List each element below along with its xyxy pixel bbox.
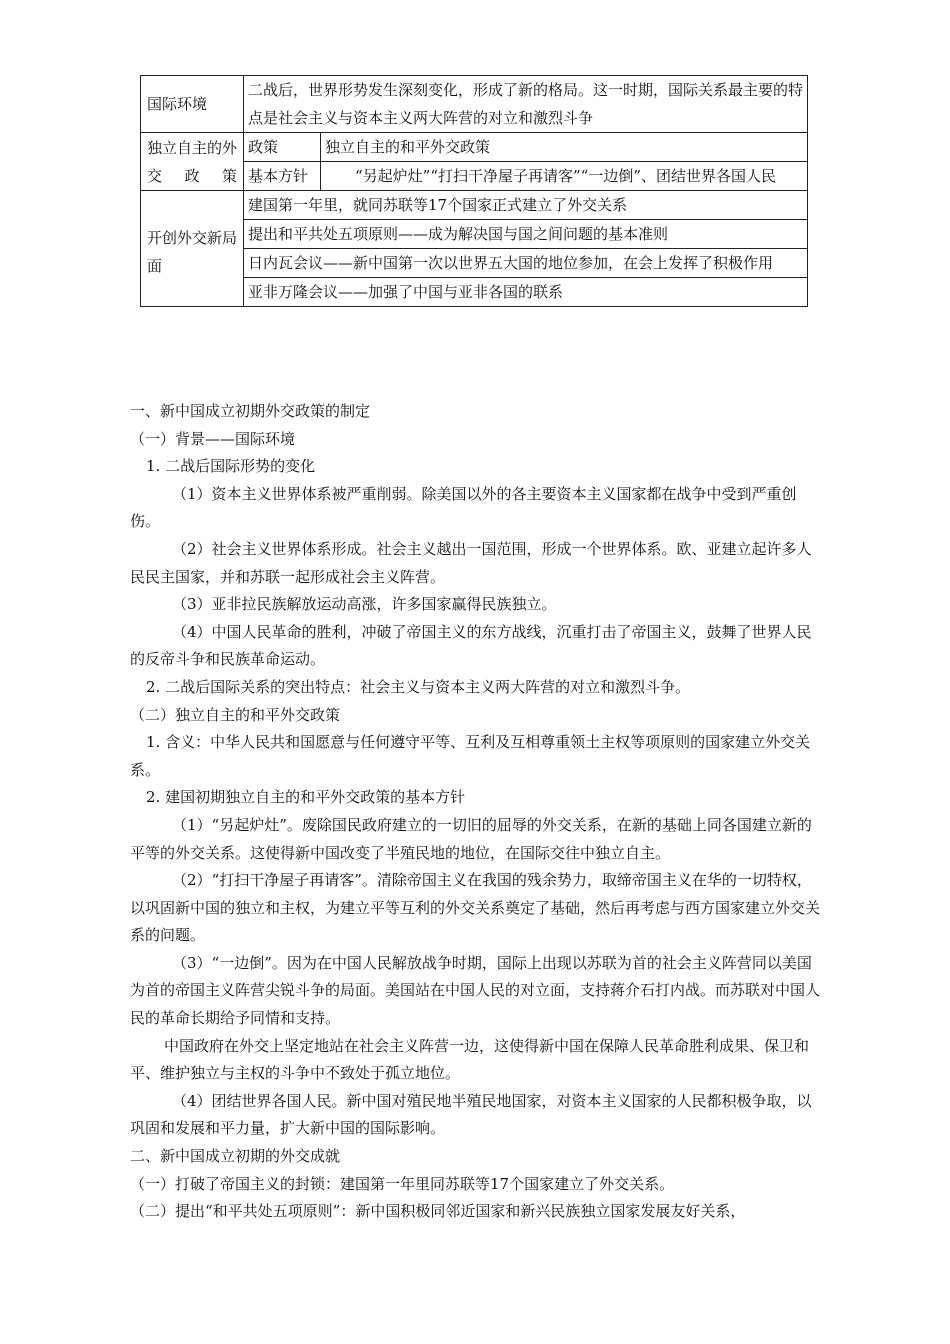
- section-heading: 一、新中国成立初期外交政策的制定: [130, 402, 371, 420]
- table-row-new-diplomacy-1: [141, 191, 808, 220]
- paragraph: 中国政府在外交上坚定地站在社会主义阵营一边，这使得新中国在保障人民革命胜利成果、保卫和平、维护独立与主权的斗争中不致处于孤立地位。: [130, 1036, 810, 1083]
- document-body: [130, 398, 820, 1226]
- cell-new-diplomacy-item: 建国第一年里，就同苏联等17个国家正式建立了外交关系: [244, 191, 808, 220]
- cell-guidelines-label: 基本方针: [244, 162, 321, 191]
- paragraph: （1）资本主义世界体系被严重削弱。除美国以外的各主要资本主义国家都在战争中受到严重创伤。: [130, 484, 797, 531]
- cell-new-diplomacy-item: 提出和平共处五项原则——成为解决国与国之间问题的基本准则: [244, 220, 808, 249]
- subsection-heading: （一）打破了帝国主义的封锁：建国第一年里同苏联等17个国家建立了外交关系。: [130, 1174, 675, 1193]
- table-row-international-environment: [141, 76, 808, 133]
- summary-table: [140, 75, 808, 307]
- paragraph: （3）亚非拉民族解放运动高涨，许多国家赢得民族独立。: [172, 595, 557, 614]
- cell-new-diplomacy-item: 亚非万隆会议——加强了中国与亚非各国的联系: [244, 278, 808, 307]
- paragraph: （1）“另起炉灶”。废除国民政府建立的一切旧的屈辱的外交关系，在新的基础上同各国建立新的平等的外交关系。这使得新中国改变了半殖民地的地位，在国际交往中独立自主。: [130, 815, 812, 862]
- row-head-new-diplomacy: 开创外交新局面: [141, 191, 244, 307]
- row-head-independent-policy: 独立自主的外交政策: [141, 133, 244, 191]
- paragraph: （2）“打扫干净屋子再请客”。清除帝国主义在我国的残余势力，取缔帝国主义在华的一切特权，以巩固新中国的独立和主权，为建立平等互利的外交关系奠定了基础，然后再考虑与西方国家建立外交关系的问题。: [130, 871, 821, 945]
- cell-policy-label: 政策: [244, 133, 321, 162]
- section-heading: 二、新中国成立初期的外交成就: [130, 1147, 341, 1166]
- subsection-heading: （一）背景——国际环境: [130, 429, 296, 448]
- cell-guidelines-text: “另起炉灶”“打扫干净屋子再请客”“一边倒”、团结世界各国人民: [321, 162, 808, 191]
- subsection-heading: （二）独立自主的和平外交政策: [130, 705, 341, 724]
- paragraph: （4）中国人民革命的胜利，冲破了帝国主义的东方战线，沉重打击了帝国主义，鼓舞了世界人民的反帝斗争和民族革命运动。: [130, 622, 812, 669]
- table-row-policy: [141, 133, 808, 162]
- numbered-item: 1. 二战后国际形势的变化: [146, 457, 316, 476]
- subsection-heading: （二）提出“和平共处五项原则”：新中国积极同邻近国家和新兴民族独立国家发展友好关系，: [130, 1202, 746, 1221]
- numbered-item: 2. 建国初期独立自主的和平外交政策的基本方针: [146, 788, 466, 807]
- paragraph: （4）团结世界各国人民。新中国对殖民地半殖民地国家，对资本主义国家的人民都积极争取，以巩固和发展和平力量，扩大新中国的国际影响。: [130, 1091, 812, 1138]
- cell-policy-text: 独立自主的和平外交政策: [321, 133, 808, 162]
- paragraph: （2）社会主义世界体系形成。社会主义越出一国范围，形成一个世界体系。欧、亚建立起许多人民民主国家，并和苏联一起形成社会主义阵营。: [130, 539, 812, 586]
- paragraph: （3）“一边倒”。因为在中国人民解放战争时期，国际上出现以苏联为首的社会主义阵营同以美国为首的帝国主义阵营尖锐斗争的局面。美国站在中国人民的对立面，支持蒋介石打内战。而苏联对中国人民的革命长期给予同情和支持。: [130, 953, 821, 1028]
- row-text-international-environment: 二战后，世界形势发生深刻变化，形成了新的格局。这一时期，国际关系最主要的特点是社会主义与资本主义两大阵营的对立和激烈斗争: [244, 76, 808, 133]
- cell-new-diplomacy-item: 日内瓦会议——新中国第一次以世界五大国的地位参加，在会上发挥了积极作用: [244, 249, 808, 278]
- numbered-item: 1. 含义：中华人民共和国愿意与任何遵守平等、互利及互相尊重领土主权等项原则的国家建立外交关系。: [130, 733, 811, 779]
- numbered-item: 2. 二战后国际关系的突出特点：社会主义与资本主义两大阵营的对立和激烈斗争。: [146, 677, 691, 696]
- row-head-international-environment: 国际环境: [141, 76, 244, 133]
